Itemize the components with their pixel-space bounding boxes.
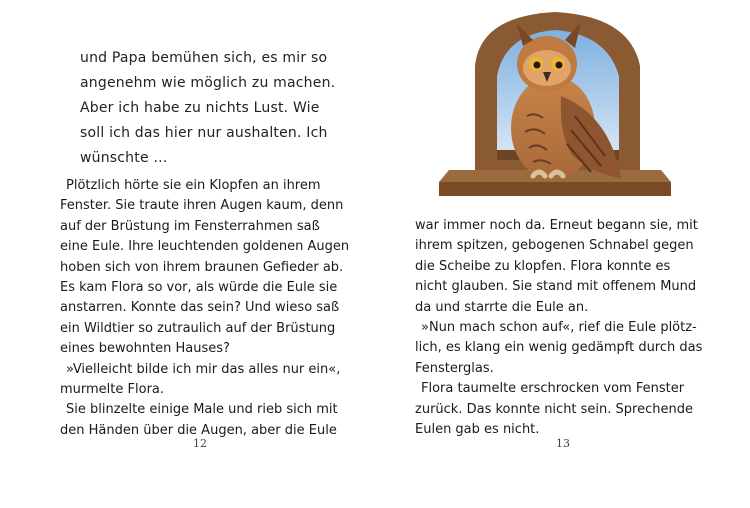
text-line: ihrem spitzen, gebogenen Schnabel gegen xyxy=(415,238,694,254)
page-number: 12 xyxy=(193,437,207,450)
text-line: Eulen gab es nicht. xyxy=(415,422,540,438)
handwritten-line: soll ich das hier nur aushalten. Ich xyxy=(80,125,328,141)
handwritten-line: wünschte … xyxy=(80,150,168,166)
text-line: »Nun mach schon auf«, rief die Eule plötz- xyxy=(421,320,697,336)
handwritten-line: Aber ich habe zu nichts Lust. Wie xyxy=(80,100,320,116)
text-line: auf der Brüstung im Fensterrahmen saß xyxy=(60,218,320,234)
text-line: nicht glauben. Sie stand mit offenem Mund xyxy=(415,279,697,295)
text-line: war immer noch da. Erneut begann sie, mit xyxy=(415,218,698,233)
page-number: 13 xyxy=(556,437,570,450)
text-line: »Vielleicht bilde ich mir das alles nur ein«, xyxy=(66,361,341,377)
left-body-text xyxy=(60,176,350,441)
handwritten-line: angenehm wie möglich zu machen. xyxy=(80,75,336,91)
handwritten-line: und Papa bemühen sich, es mir so xyxy=(80,50,328,66)
text-line: Sie blinzelte einige Male und rieb sich mit xyxy=(66,402,338,418)
diary-handwriting xyxy=(80,46,350,171)
text-line: Plötzlich hörte sie ein Klopfen an ihrem xyxy=(66,178,321,193)
right-page xyxy=(375,0,750,508)
text-line: zurück. Das konnte nicht sein. Sprechende xyxy=(415,401,693,417)
text-line: Es kam Flora so vor, als würde die Eule sie xyxy=(60,280,338,296)
text-line: Fenster. Sie traute ihren Augen kaum, denn xyxy=(60,198,344,214)
text-line: eines bewohnten Hauses? xyxy=(60,341,230,357)
text-line: murmelte Flora. xyxy=(60,382,165,398)
text-line: hoben sich von ihrem braunen Gefieder ab. xyxy=(60,259,344,275)
text-line: den Händen über die Augen, aber die Eule xyxy=(60,422,337,438)
text-line: eine Eule. Ihre leuchtenden goldenen Augen xyxy=(60,239,350,255)
text-line: die Scheibe zu klopfen. Flora konnte es xyxy=(415,258,671,274)
owl-illustration xyxy=(435,6,675,212)
text-line: Fensterglas. xyxy=(415,360,494,376)
text-line: da und starrte die Eule an. xyxy=(415,299,589,315)
right-body-text xyxy=(415,216,715,440)
text-line: anstarren. Konnte das sein? Und wieso saß xyxy=(60,300,340,316)
text-line: Flora taumelte erschrocken vom Fenster xyxy=(421,381,685,397)
window-sill xyxy=(439,182,671,196)
text-line: ein Wildtier so zutraulich auf der Brüstung xyxy=(60,320,336,336)
text-line: lich, es klang ein wenig gedämpft durch das xyxy=(415,340,703,356)
